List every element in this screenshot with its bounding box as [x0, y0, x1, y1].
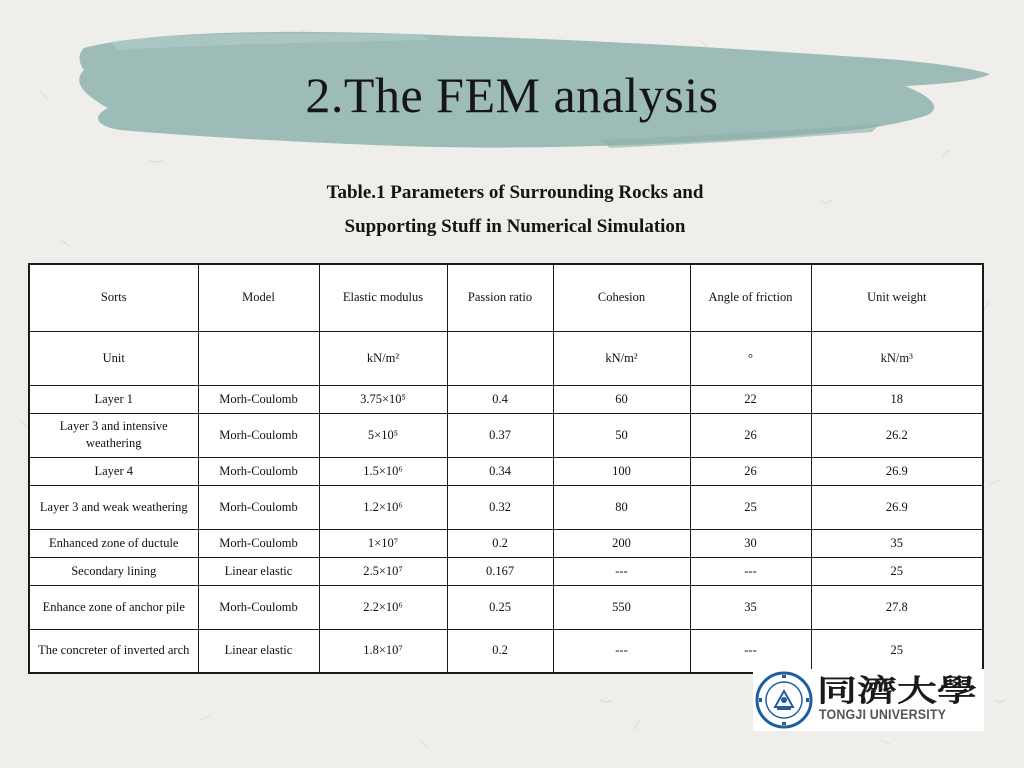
caption-line-2: Supporting Stuff in Numerical Simulation: [344, 216, 686, 237]
table-row: [29, 485, 983, 529]
cell-angle-of-friction: 26: [690, 457, 811, 485]
cell-sort: Layer 1: [29, 385, 198, 413]
cell-model: Morh-Coulomb: [198, 529, 319, 557]
cell-cohesion: 60: [553, 385, 690, 413]
header-passion-ratio: Passion ratio: [447, 264, 553, 331]
unit-row: [29, 331, 983, 385]
cell-unit-weight: 26.9: [811, 485, 983, 529]
header-cohesion: Cohesion: [553, 264, 690, 331]
cell-model: Morh-Coulomb: [198, 413, 319, 457]
cell-sort: Enhanced zone of ductule: [29, 529, 198, 557]
cell-passion-ratio: 0.34: [447, 457, 553, 485]
table-row: [29, 413, 983, 457]
cell-unit-weight: 25: [811, 629, 983, 673]
cell-model: Morh-Coulomb: [198, 485, 319, 529]
header-angle-of-friction: Angle of friction: [690, 264, 811, 331]
cell-cohesion: 200: [553, 529, 690, 557]
cell-elastic-modulus: 3.75×10⁵: [319, 385, 447, 413]
unit-unit-weight: kN/m³: [811, 331, 983, 385]
cell-angle-of-friction: 25: [690, 485, 811, 529]
cell-unit-weight: 25: [811, 557, 983, 585]
cell-passion-ratio: 0.25: [447, 585, 553, 629]
table-row: [29, 529, 983, 557]
svg-text:同濟大學: 同濟大學: [817, 674, 977, 706]
cell-elastic-modulus: 1.8×10⁷: [319, 629, 447, 673]
cell-angle-of-friction: 26: [690, 413, 811, 457]
cell-sort: Secondary lining: [29, 557, 198, 585]
table-row: [29, 557, 983, 585]
header-model: Model: [198, 264, 319, 331]
table-row: [29, 457, 983, 485]
table-row: [29, 585, 983, 629]
cell-passion-ratio: 0.4: [447, 385, 553, 413]
header-unit-weight: Unit weight: [811, 264, 983, 331]
table-header-row: [29, 264, 983, 331]
cell-elastic-modulus: 1.2×10⁶: [319, 485, 447, 529]
cell-cohesion: ---: [553, 629, 690, 673]
cell-model: Linear elastic: [198, 629, 319, 673]
cell-angle-of-friction: 35: [690, 585, 811, 629]
unit-label: Unit: [29, 331, 198, 385]
logo-chinese-name: [817, 672, 981, 706]
unit-cohesion: kN/m²: [553, 331, 690, 385]
logo-english-name: TONGJI UNIVERSITY: [819, 707, 947, 722]
cell-angle-of-friction: 22: [690, 385, 811, 413]
unit-model: [198, 331, 319, 385]
cell-angle-of-friction: ---: [690, 629, 811, 673]
unit-passion-ratio: [447, 331, 553, 385]
cell-sort: Enhance zone of anchor pile: [29, 585, 198, 629]
table-row: [29, 629, 983, 673]
cell-angle-of-friction: 30: [690, 529, 811, 557]
caption-line-1: Table.1 Parameters of Surrounding Rocks and: [326, 182, 704, 203]
cell-elastic-modulus: 2.2×10⁶: [319, 585, 447, 629]
cell-cohesion: 50: [553, 413, 690, 457]
cell-sort: Layer 4: [29, 457, 198, 485]
cell-passion-ratio: 0.167: [447, 557, 553, 585]
table-caption: [0, 176, 1024, 244]
cell-passion-ratio: 0.32: [447, 485, 553, 529]
table-row: [29, 385, 983, 413]
cell-passion-ratio: 0.37: [447, 413, 553, 457]
cell-unit-weight: 18: [811, 385, 983, 413]
cell-cohesion: 550: [553, 585, 690, 629]
cell-cohesion: 100: [553, 457, 690, 485]
cell-model: Linear elastic: [198, 557, 319, 585]
slide-title: 2.The FEM analysis: [305, 67, 719, 123]
cell-elastic-modulus: 5×10⁵: [319, 413, 447, 457]
header-elastic-modulus: Elastic modulus: [319, 264, 447, 331]
cell-elastic-modulus: 1×10⁷: [319, 529, 447, 557]
parameters-table: [28, 263, 984, 674]
cell-elastic-modulus: 2.5×10⁷: [319, 557, 447, 585]
cell-elastic-modulus: 1.5×10⁶: [319, 457, 447, 485]
cell-unit-weight: 35: [811, 529, 983, 557]
cell-sort: Layer 3 and intensive weathering: [29, 413, 198, 457]
cell-passion-ratio: 0.2: [447, 529, 553, 557]
unit-angle-of-friction: °: [690, 331, 811, 385]
cell-model: Morh-Coulomb: [198, 457, 319, 485]
cell-model: Morh-Coulomb: [198, 585, 319, 629]
tongji-university-logo: [753, 669, 984, 731]
cell-cohesion: 80: [553, 485, 690, 529]
table-body: [29, 385, 983, 673]
university-seal-icon: [755, 671, 813, 729]
cell-unit-weight: 27.8: [811, 585, 983, 629]
cell-angle-of-friction: ---: [690, 557, 811, 585]
header-sorts: Sorts: [29, 264, 198, 331]
cell-unit-weight: 26.2: [811, 413, 983, 457]
cell-passion-ratio: 0.2: [447, 629, 553, 673]
cell-model: Morh-Coulomb: [198, 385, 319, 413]
cell-sort: Layer 3 and weak weathering: [29, 485, 198, 529]
cell-unit-weight: 26.9: [811, 457, 983, 485]
unit-elastic-modulus: kN/m²: [319, 331, 447, 385]
cell-cohesion: ---: [553, 557, 690, 585]
cell-sort: The concreter of inverted arch: [29, 629, 198, 673]
